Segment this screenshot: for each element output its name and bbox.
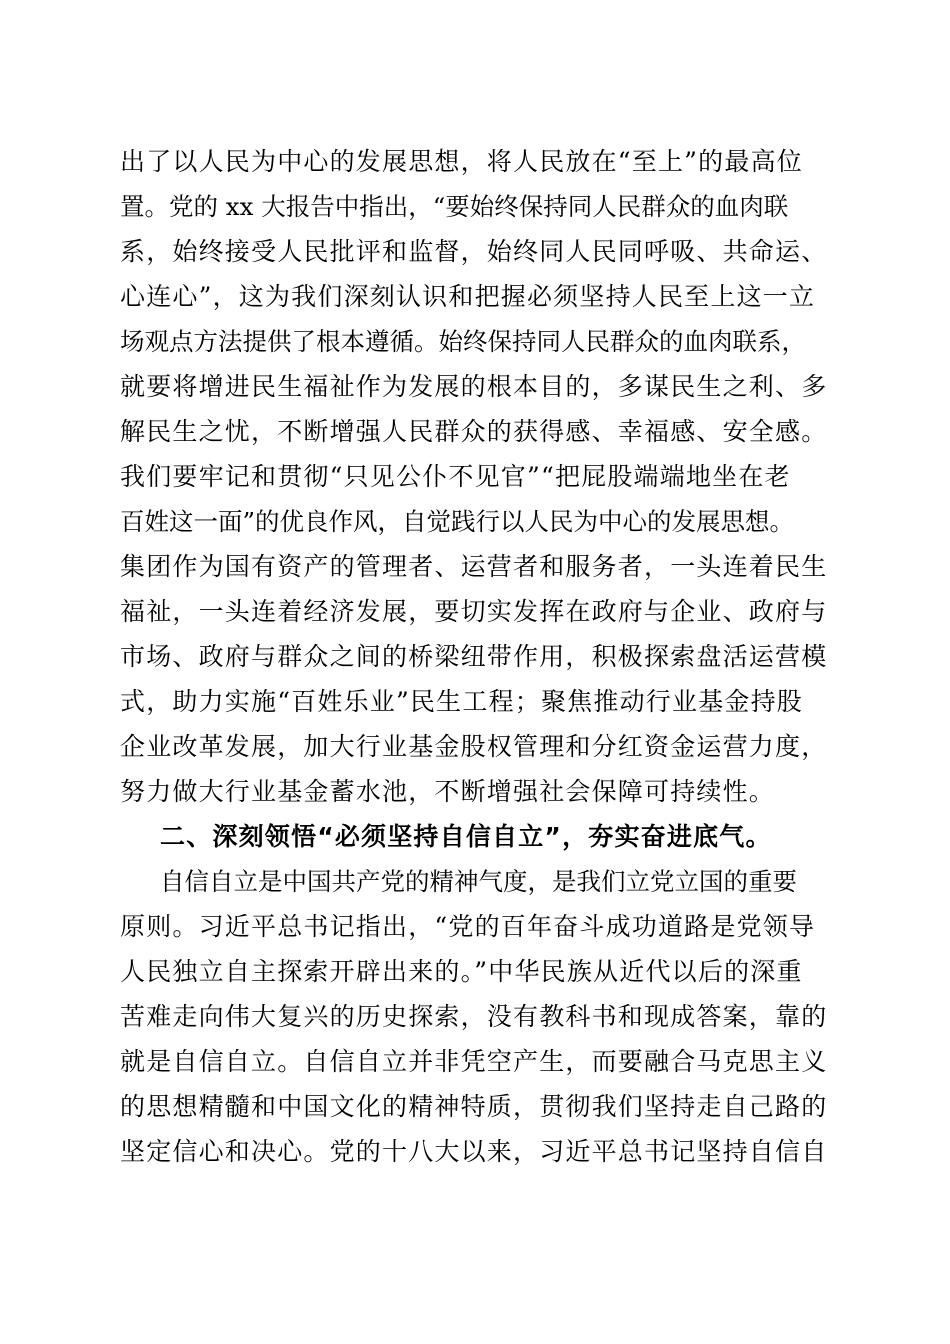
text-line: 集团作为国有资产的管理者、运营者和服务者，一头连着民生	[120, 552, 828, 581]
text-line: 我们要牢记和贯彻“只见公仆不见官”“把屁股端端地坐在老	[120, 462, 791, 491]
text-line: 自信自立是中国共产党的精神气度，是我们立党立国的重要	[160, 867, 797, 896]
text-line: 坚定信心和决心。党的十八大以来，习近平总书记坚持自信自	[120, 1137, 828, 1166]
text-line: 人民独立自主探索开辟出来的。”中华民族从近代以后的深重	[120, 957, 803, 986]
text-line: 就要将增进民生福祉作为发展的根本目的，多谋民生之利、多	[120, 372, 828, 401]
text-line: 就是自信自立。自信自立并非凭空产生，而要融合马克思主义	[120, 1047, 828, 1076]
text-line: 式，助力实施“百姓乐业”民生工程；聚焦推动行业基金持股	[120, 687, 803, 716]
text-line: 市场、政府与群众之间的桥梁纽带作用，积极探索盘活运营模	[120, 642, 828, 671]
section-heading: 二、深刻领悟“必须坚持自信自立”，夯实奋进底气。	[160, 822, 772, 851]
text-line: 努力做大行业基金蓄水池，不断增强社会保障可持续性。	[120, 777, 776, 806]
text-line: 解民生之忧，不断增强人民群众的获得感、幸福感、安全感。	[120, 417, 828, 446]
text-line: 福祉，一头连着经济发展，要切实发挥在政府与企业、政府与	[120, 597, 828, 626]
text-line: 百姓这一面”的优良作风，自觉践行以人民为中心的发展思想。	[120, 507, 795, 536]
text-line: 出了以人民为中心的发展思想，将人民放在“至上”的最高位	[120, 147, 803, 176]
text-line: 苦难走向伟大复兴的历史探索，没有教科书和现成答案，靠的	[120, 1002, 828, 1031]
text-line: 场观点方法提供了根本遵循。始终保持同人民群众的血肉联系，	[120, 327, 806, 356]
text-line: 原则。习近平总书记指出，“党的百年奋斗成功道路是党领导	[120, 912, 816, 941]
text-line: 心连心”，这为我们深刻认识和把握必须坚持人民至上这一立	[120, 282, 816, 311]
text-line: 企业改革发展，加大行业基金股权管理和分红资金运营力度，	[120, 732, 828, 761]
text-line: 系，始终接受人民批评和监督，始终同人民同呼吸、共命运、	[120, 237, 828, 266]
text-line: 的思想精髓和中国文化的精神特质，贯彻我们坚持走自己路的	[120, 1092, 828, 1121]
text-line: 置。党的 xx 大报告中指出，“要始终保持同人民群众的血肉联	[120, 192, 789, 221]
